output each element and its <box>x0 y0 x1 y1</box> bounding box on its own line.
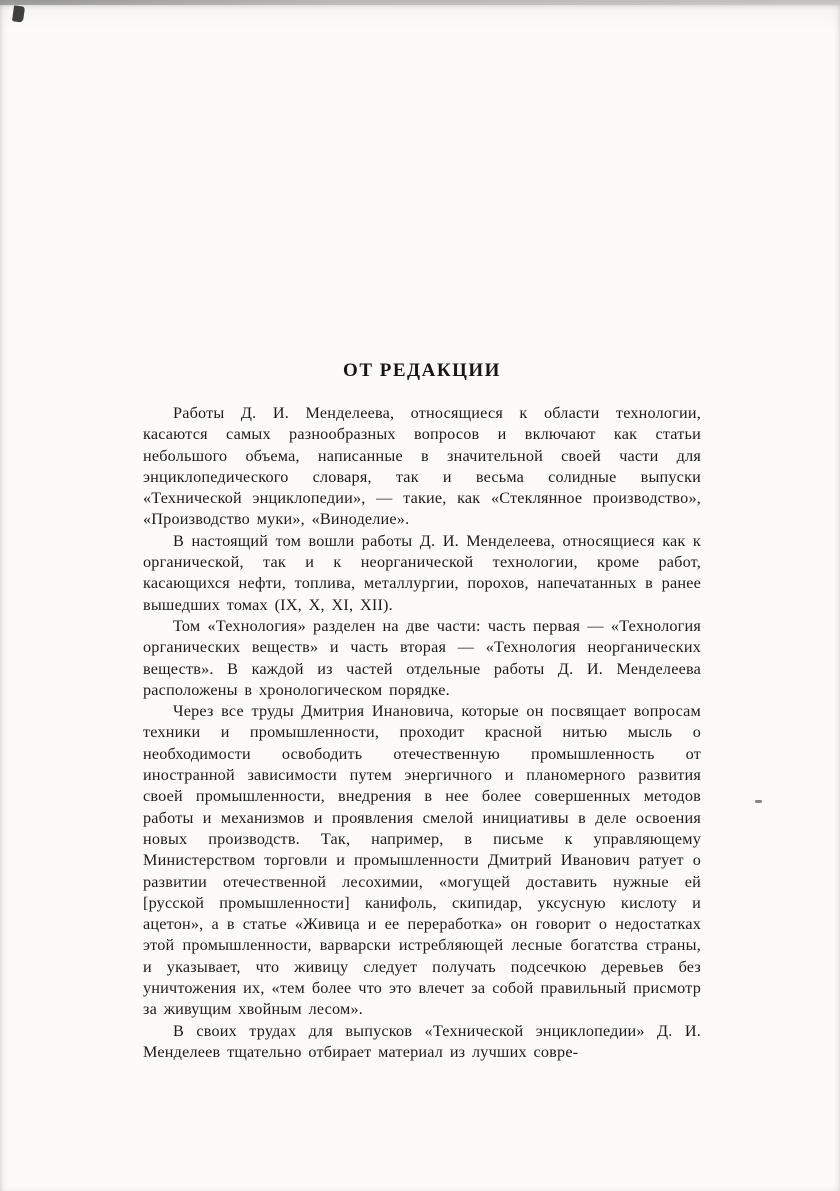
scan-artifact-corner-mark <box>12 5 25 22</box>
page-title: ОТ РЕДАКЦИИ <box>343 360 501 381</box>
paragraph-3: Том «Технология» разделен на две части: часть первая — «Технология органических веществ» и часть вторая — «Технология неорганических веществ». В каждой из частей отдельные работы Д. И. Менделеева расположены в хронологическом порядке. <box>143 616 701 699</box>
paragraph-5: В своих трудах для выпусков «Технической энциклопедии» Д. И. Менделеев тщательно отбирает материал из лучших совре- <box>143 1021 701 1061</box>
scan-artifact-speck <box>755 800 762 803</box>
paragraph-4: Через все труды Дмитрия Инановича, которые он посвящает вопросам техники и промышленности, проходит красной нитью мысль о необходимости освободить отечественную промышленность от иностранной зависимости путем энергичного и планомерного развития своей промышленности, внедрения в нее более совершенных методов работы и механизмов и проявления смелой инициативы в деле освоения новых производств. Так, например, в письме к управляющему Министерством торговли и промышленности Дмитрий Иванович ратует о развитии отечественной лесохимии, «могущей доставить нужные ей [русской промышленности] канифоль, скипидар, уксусную кислоту и ацетон», а в статье «Живица и ее переработка» он говорит о недостатках этой промышленности, варварски истребляющей лесные богатства страны, и указывает, что живицу следует получать подсечкою деревьев без уничтожения их, «тем более что это влечет за собой правильный присмотр за живущим хвойным лесом». <box>143 702 701 1019</box>
paragraph-2: В настоящий том вошли работы Д. И. Менделеева, относящиеся как к органической, так и к неорганической технологии, кроме работ, касающихся нефти, топлива, металлургии, порохов, напечатанных в ранее вышедших томах (IX, X, XI, XII). <box>143 531 701 614</box>
paragraph-1: Работы Д. И. Менделеева, относящиеся к области технологии, касаются самых разнообразных вопросов и включают как статьи небольшого объема, написанные в значительной своей части для энциклопедического словаря, так и весьма солидные выпуски «Технической энциклопедии», — такие, как «Стеклянное производство», «Производство муки», «Виноделие». <box>143 404 701 529</box>
scan-artifact-top-edge <box>0 0 840 5</box>
text-block <box>143 360 701 1063</box>
